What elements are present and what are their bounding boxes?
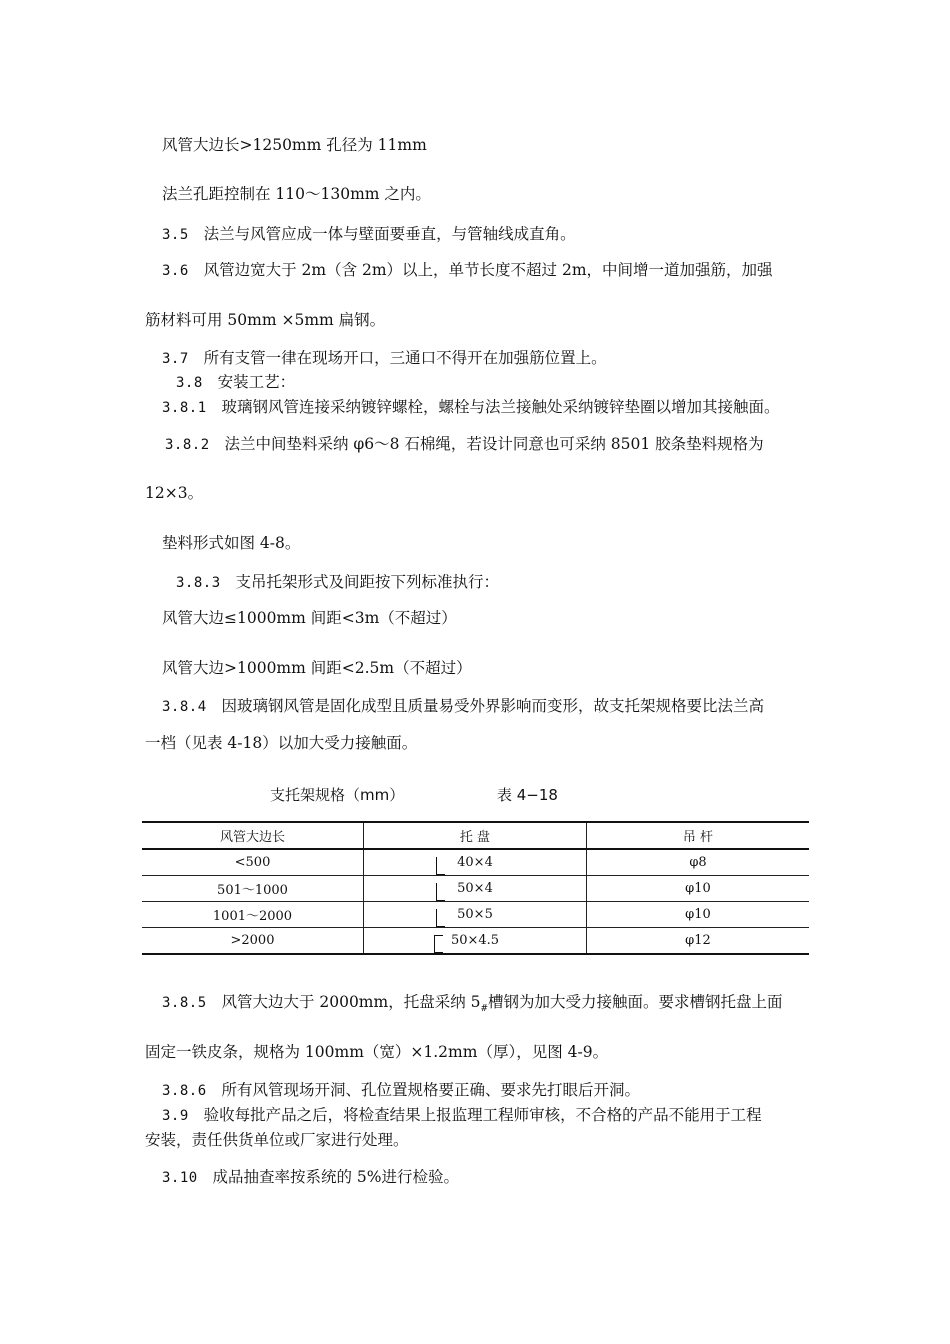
paragraph-3-8-2-cont: 12×3。 bbox=[145, 484, 204, 502]
cell-size: 501～1000 bbox=[142, 876, 364, 902]
cell-size: >2000 bbox=[142, 928, 364, 955]
tray-spec: 50×4.5 bbox=[450, 933, 500, 948]
paragraph-3-8-1 bbox=[162, 397, 779, 418]
support-spec-table bbox=[142, 821, 809, 955]
section-number: 3.6 bbox=[162, 263, 189, 279]
channel-steel-icon bbox=[434, 935, 443, 953]
paragraph-3-5 bbox=[162, 224, 576, 245]
paragraph-spacing-large: 风管大边>1000mm 间距<2.5m（不超过） bbox=[162, 659, 472, 677]
paragraph-text: 支吊托架形式及间距按下列标准执行： bbox=[235, 573, 499, 591]
paragraph-3-8-4 bbox=[162, 696, 764, 717]
cell-tray bbox=[364, 928, 587, 955]
paragraph-3-9-cont: 安装，责任供货单位或厂家进行处理。 bbox=[145, 1131, 409, 1149]
table-number: 表 4−18 bbox=[497, 786, 558, 804]
cell-tray bbox=[364, 902, 587, 928]
section-number: 3.10 bbox=[162, 1170, 198, 1186]
column-header-tray: 托 盘 bbox=[364, 822, 587, 849]
section-number: 3.8.6 bbox=[162, 1083, 207, 1099]
paragraph-3-8-3 bbox=[176, 572, 499, 593]
paragraph-3-10 bbox=[162, 1167, 459, 1188]
paragraph-text: 风管边宽大于 2m（含 2m）以上，单节长度不超过 2m，中间增一道加强筋，加强 bbox=[203, 261, 773, 279]
section-number: 3.8.4 bbox=[162, 699, 207, 715]
section-number: 3.8.3 bbox=[176, 575, 221, 591]
angle-steel-icon bbox=[436, 857, 445, 875]
paragraph-text: 因玻璃钢风管是固化成型且质量易受外界影响而变形，故支托架规格要比法兰高 bbox=[221, 697, 764, 715]
paragraph-text: 所有支管一律在现场开口，三通口不得开在加强筋位置上。 bbox=[203, 349, 607, 367]
paragraph-3-6-cont: 筋材料可用 50mm ×5mm 扁钢。 bbox=[145, 311, 386, 329]
table-row bbox=[142, 876, 809, 902]
channel-subscript: # bbox=[480, 1004, 489, 1015]
tray-spec: 40×4 bbox=[457, 855, 493, 870]
column-header-rod: 吊 杆 bbox=[587, 822, 810, 849]
angle-steel-icon bbox=[436, 883, 445, 901]
cell-size: <500 bbox=[142, 849, 364, 876]
paragraph-text: 验收每批产品之后，将检查结果上报监理工程师审核，不合格的产品不能用于工程 bbox=[203, 1106, 762, 1124]
section-number: 3.8 bbox=[176, 375, 203, 391]
section-number: 3.8.2 bbox=[165, 437, 210, 453]
section-number: 3.8.1 bbox=[162, 400, 207, 416]
cell-tray bbox=[364, 876, 587, 902]
paragraph-3-8-6 bbox=[162, 1080, 640, 1101]
section-number: 3.8.5 bbox=[162, 995, 207, 1011]
paragraph-text: 风管大边大于 2000mm，托盘采纳 5 bbox=[221, 993, 481, 1011]
section-number: 3.7 bbox=[162, 351, 189, 367]
paragraph-text: 法兰中间垫料采纳 φ6～8 石棉绳，若设计同意也可采纳 8501 胶条垫料规格为 bbox=[224, 435, 764, 453]
paragraph-spacing-small: 风管大边≤1000mm 间距<3m（不超过） bbox=[162, 609, 457, 627]
table-row bbox=[142, 849, 809, 876]
paragraph-3-8 bbox=[176, 372, 295, 393]
paragraph-text: 玻璃钢风管连接采纳镀锌螺栓，螺栓与法兰接触处采纳镀锌垫圈以增加其接触面。 bbox=[221, 398, 780, 416]
section-number: 3.5 bbox=[162, 227, 189, 243]
table-row bbox=[142, 928, 809, 955]
paragraph-3-8-5-cont: 固定一铁皮条，规格为 100mm（宽）×1.2mm（厚），见图 4-9。 bbox=[145, 1043, 609, 1061]
cell-rod: φ8 bbox=[587, 849, 810, 876]
tray-spec: 50×5 bbox=[457, 907, 493, 922]
paragraph-text: 成品抽查率按系统的 5%进行检验。 bbox=[212, 1168, 460, 1186]
cell-tray bbox=[364, 849, 587, 876]
paragraph-3-8-2 bbox=[165, 434, 764, 455]
paragraph-text: 法兰与风管应成一体与壁面要垂直，与管轴线成直角。 bbox=[203, 225, 576, 243]
section-number: 3.9 bbox=[162, 1108, 189, 1124]
paragraph-3-6 bbox=[162, 260, 773, 281]
table-row bbox=[142, 902, 809, 928]
tray-spec: 50×4 bbox=[457, 881, 493, 896]
table-header-row bbox=[142, 822, 809, 849]
paragraph-text-rest: 槽钢为加大受力接触面。要求槽钢托盘上面 bbox=[488, 993, 783, 1011]
paragraph-3-9 bbox=[162, 1105, 762, 1126]
paragraph-text: 所有风管现场开洞、孔位置规格要正确、要求先打眼后开洞。 bbox=[221, 1081, 640, 1099]
paragraph-hole-diameter: 风管大边长>1250mm 孔径为 11mm bbox=[162, 136, 427, 154]
paragraph-3-7 bbox=[162, 348, 607, 369]
angle-steel-icon bbox=[436, 909, 445, 927]
cell-rod: φ10 bbox=[587, 876, 810, 902]
paragraph-gasket-figure: 垫料形式如图 4-8。 bbox=[162, 534, 301, 552]
cell-size: 1001～2000 bbox=[142, 902, 364, 928]
column-header-size: 风管大边长 bbox=[142, 822, 364, 849]
paragraph-3-8-4-cont: 一档（见表 4-18）以加大受力接触面。 bbox=[145, 734, 418, 752]
cell-rod: φ12 bbox=[587, 928, 810, 955]
paragraph-3-8-5 bbox=[162, 992, 783, 1019]
cell-rod: φ10 bbox=[587, 902, 810, 928]
paragraph-text: 安装工艺： bbox=[217, 373, 296, 391]
table-caption: 支托架规格（mm） bbox=[270, 786, 405, 804]
paragraph-hole-spacing: 法兰孔距控制在 110～130mm 之内。 bbox=[162, 185, 431, 203]
